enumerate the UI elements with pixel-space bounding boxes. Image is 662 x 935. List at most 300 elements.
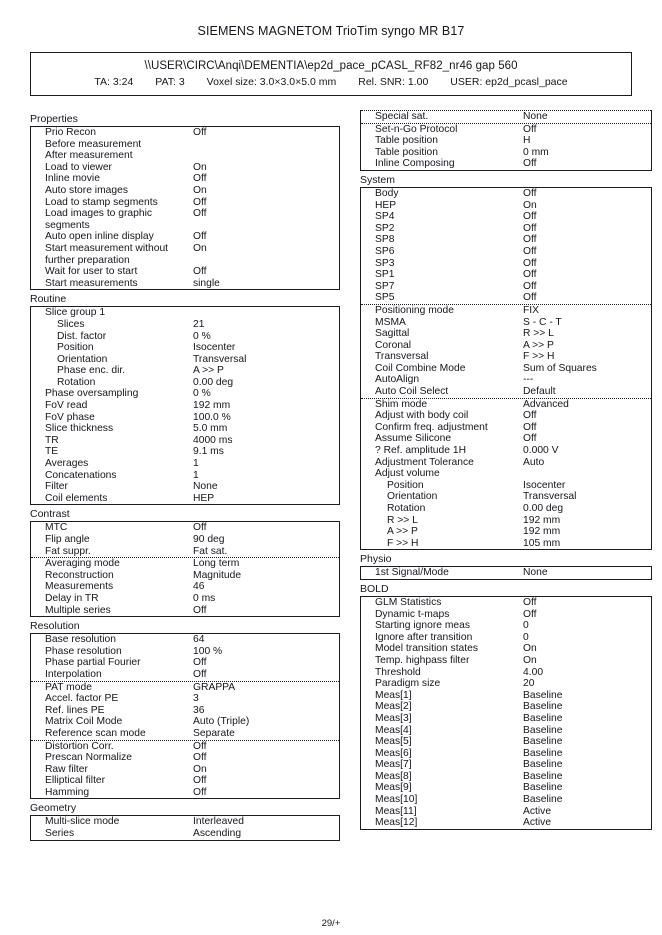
- parameter-value: Off: [523, 245, 537, 257]
- parameter-value: 0 mm: [523, 146, 549, 158]
- parameter-value: Off: [193, 522, 207, 534]
- parameter-group: [361, 304, 651, 398]
- parameter-value: H: [523, 135, 531, 147]
- parameter-group: [361, 110, 651, 123]
- parameter-value: Long term: [193, 558, 240, 570]
- parameter-row: [31, 522, 339, 534]
- parameter-value: On: [523, 199, 537, 211]
- parameter-value: Isocenter: [523, 479, 566, 491]
- parameter-row: [31, 828, 339, 840]
- section-physio: [360, 550, 652, 580]
- section-body: [30, 633, 340, 799]
- parameter-row: [361, 124, 651, 136]
- parameter-row: [31, 185, 339, 197]
- parameter-value: F >> H: [523, 351, 555, 363]
- parameter-value: Off: [193, 173, 207, 185]
- parameter-label: Adjust with body coil: [375, 410, 469, 422]
- parameter-value: Baseline: [523, 689, 563, 701]
- parameter-row: [31, 693, 339, 705]
- parameter-label: Interpolation: [45, 668, 102, 680]
- parameter-label: Auto open inline display: [45, 231, 154, 243]
- protocol-header-box: [30, 52, 632, 96]
- parameter-label: Averages: [45, 458, 89, 470]
- parameter-label: After measurement: [45, 150, 133, 162]
- parameter-row: [361, 655, 651, 667]
- parameter-label: further preparation: [45, 254, 130, 266]
- page-title: SIEMENS MAGNETOM TrioTim syngo MR B17: [197, 24, 465, 38]
- parameter-label: Inline Composing: [375, 158, 455, 170]
- parameter-row: [361, 736, 651, 748]
- parameter-row: [31, 741, 339, 753]
- parameter-value: HEP: [193, 492, 215, 504]
- page-number: 29/+: [321, 918, 341, 929]
- parameter-group: [31, 816, 339, 839]
- parameter-row: [31, 173, 339, 185]
- parameter-label: Hamming: [45, 786, 90, 798]
- parameter-group: [31, 127, 339, 289]
- parameter-row: [361, 609, 651, 621]
- parameter-value: Ascending: [193, 828, 242, 840]
- parameter-value: Off: [523, 234, 537, 246]
- parameter-value: 100 %: [193, 645, 223, 657]
- parameter-value: Baseline: [523, 724, 563, 736]
- parameter-row: [361, 491, 651, 503]
- parameter-label: Dist. factor: [57, 330, 107, 342]
- parameter-row: [31, 570, 339, 582]
- parameter-row: [361, 258, 651, 270]
- parameter-row: [31, 764, 339, 776]
- parameter-value: 100.0 %: [193, 411, 231, 423]
- parameter-value: FIX: [523, 304, 540, 316]
- parameter-label: Meas[2]: [375, 701, 412, 713]
- parameter-label: Positioning mode: [375, 304, 454, 316]
- parameter-label: Meas[6]: [375, 747, 412, 759]
- parameter-row: [31, 605, 339, 617]
- parameter-value: Off: [523, 187, 537, 199]
- section-title: Physio: [360, 553, 392, 566]
- parameter-value: Baseline: [523, 782, 563, 794]
- parameter-label: SP4: [375, 211, 395, 223]
- parameter-row: [361, 771, 651, 783]
- parameter-row: [31, 705, 339, 717]
- parameter-value: GRAPPA: [193, 681, 236, 693]
- parameter-row: [31, 558, 339, 570]
- parameter-label: PAT mode: [45, 681, 92, 693]
- parameter-label: FoV read: [45, 400, 88, 412]
- parameter-label: Delay in TR: [45, 592, 99, 604]
- parameter-label: Coil elements: [45, 492, 108, 504]
- parameter-row: [361, 223, 651, 235]
- parameter-value: Off: [193, 786, 207, 798]
- parameter-value: None: [523, 567, 548, 579]
- parameter-value: Off: [193, 740, 207, 752]
- parameter-row: [361, 526, 651, 538]
- parameter-value: Fat sat.: [193, 545, 228, 557]
- parameter-row: [31, 319, 339, 331]
- parameter-label: Adjust volume: [375, 468, 440, 480]
- parameter-row: [361, 632, 651, 644]
- parameter-value: Transversal: [523, 491, 577, 503]
- parameter-label: Set-n-Go Protocol: [375, 123, 458, 135]
- parameter-value: Off: [193, 604, 207, 616]
- parameter-value: A >> P: [193, 365, 224, 377]
- section-title: Resolution: [30, 620, 80, 633]
- parameter-label: Meas[3]: [375, 712, 412, 724]
- parameter-label: 1st Signal/Mode: [375, 567, 449, 579]
- parameter-row: [361, 246, 651, 258]
- parameter-value: Active: [523, 817, 552, 829]
- parameter-row: [361, 713, 651, 725]
- parameter-value: On: [523, 643, 537, 655]
- parameter-value: Off: [193, 231, 207, 243]
- parameter-label: Meas[1]: [375, 689, 412, 701]
- parameter-row: [31, 657, 339, 669]
- parameter-label: Wait for user to start: [45, 266, 138, 278]
- parameter-row: [31, 458, 339, 470]
- parameter-row: [361, 305, 651, 317]
- parameter-label: Auto Coil Select: [375, 386, 449, 398]
- parameter-label: Phase enc. dir.: [57, 365, 126, 377]
- parameter-value: Auto (Triple): [193, 716, 250, 728]
- parameter-columns: [0, 110, 662, 841]
- parameter-label: Body: [375, 187, 399, 199]
- section-geometry: [30, 799, 340, 840]
- parameter-value: Advanced: [523, 398, 569, 410]
- parameter-row: [361, 386, 651, 398]
- parameter-label: Special sat.: [375, 111, 429, 122]
- parameter-value: 20: [523, 678, 535, 690]
- parameter-row: [361, 363, 651, 375]
- parameter-label: Table position: [375, 135, 438, 147]
- parameter-value: 0.00 deg: [523, 503, 564, 514]
- parameter-value: 9.1 ms: [193, 446, 224, 458]
- parameter-value: Active: [523, 805, 552, 817]
- parameter-value: 0 ms: [193, 592, 216, 604]
- parameter-label: SP7: [375, 280, 395, 292]
- parameter-row: [31, 127, 339, 139]
- parameter-value: On: [193, 242, 207, 254]
- parameter-row: [31, 139, 339, 151]
- right-parameter-column: [360, 110, 652, 830]
- parameter-group: [31, 557, 339, 616]
- parameter-value: Off: [193, 657, 207, 669]
- parameter-group: [361, 567, 651, 579]
- parameter-label: Load to stamp segments: [45, 196, 158, 208]
- section-resolution: [30, 617, 340, 799]
- parameter-label: Rotation: [57, 376, 96, 388]
- parameter-value: Off: [193, 752, 207, 764]
- parameter-label: SP8: [375, 234, 395, 246]
- protocol-meta: [35, 76, 627, 89]
- parameter-label: Multi-slice mode: [45, 816, 120, 828]
- parameter-row: [361, 794, 651, 806]
- parameter-group: [361, 123, 651, 170]
- parameter-label: Meas[4]: [375, 724, 412, 736]
- section-title: Routine: [30, 293, 67, 306]
- parameter-value: Baseline: [523, 701, 563, 713]
- parameter-row: [361, 200, 651, 212]
- parameter-row: [31, 716, 339, 728]
- parameter-row: [31, 231, 339, 243]
- parameter-label: Slices: [57, 318, 85, 330]
- parameter-row: [31, 816, 339, 828]
- parameter-row: [31, 220, 339, 232]
- parameter-value: Baseline: [523, 736, 563, 748]
- parameter-value: 1: [193, 469, 199, 481]
- parameter-value: On: [193, 763, 207, 775]
- parameter-label: TE: [45, 446, 59, 458]
- parameter-row: [361, 211, 651, 223]
- parameter-row: [31, 646, 339, 658]
- parameter-value: On: [193, 184, 207, 196]
- parameter-label: Phase resolution: [45, 645, 122, 657]
- parameter-label: MSMA: [375, 316, 406, 328]
- parameter-row: [361, 317, 651, 329]
- parameter-value: Interleaved: [193, 816, 244, 828]
- parameter-value: Sum of Squares: [523, 362, 597, 374]
- parameter-row: [361, 351, 651, 363]
- parameter-value: 4.00: [523, 666, 544, 678]
- parameter-row: [361, 667, 651, 679]
- parameter-label: Reconstruction: [45, 569, 114, 581]
- section-body: [30, 815, 340, 840]
- parameter-value: 64: [193, 634, 205, 646]
- parameter-group: [361, 398, 651, 550]
- parameter-value: R >> L: [523, 328, 554, 340]
- meta-user: USER: ep2d_pcasl_pace: [450, 76, 568, 88]
- parameter-label: Auto store images: [45, 184, 128, 196]
- meta-voxel-size: Voxel size: 3.0×3.0×5.0 mm: [206, 76, 337, 88]
- parameter-value: 0 %: [193, 388, 211, 400]
- parameter-label: Rotation: [387, 503, 426, 514]
- parameter-label: Elliptical filter: [45, 775, 106, 787]
- parameter-label: Transversal: [375, 351, 429, 363]
- parameter-value: S - C - T: [523, 316, 562, 328]
- parameter-row: [31, 150, 339, 162]
- parameter-label: Orientation: [387, 491, 438, 503]
- parameter-row: [361, 147, 651, 159]
- meta-pat: PAT: 3: [155, 76, 185, 88]
- parameter-row: [361, 759, 651, 771]
- parameter-row: [31, 546, 339, 558]
- parameter-value: Off: [193, 668, 207, 680]
- parameter-value: 0.000 V: [523, 445, 559, 457]
- parameter-value: On: [193, 161, 207, 173]
- parameter-value: Off: [523, 222, 537, 234]
- parameter-row: [361, 538, 651, 550]
- parameter-row: [31, 278, 339, 290]
- parameter-value: single: [193, 277, 220, 289]
- parameter-row: [361, 690, 651, 702]
- parameter-value: Default: [523, 386, 556, 398]
- parameter-value: Off: [523, 211, 537, 223]
- parameter-value: Baseline: [523, 712, 563, 724]
- parameter-label: SP3: [375, 257, 395, 269]
- parameter-value: Off: [523, 292, 537, 304]
- parameter-row: [361, 468, 651, 480]
- section-routine: [30, 290, 340, 505]
- parameter-label: Coronal: [375, 339, 412, 351]
- parameter-value: Transversal: [193, 353, 247, 365]
- section-bold: [360, 580, 652, 830]
- parameter-label: Meas[8]: [375, 770, 412, 782]
- parameter-value: Separate: [193, 727, 235, 739]
- parameter-label: Shim mode: [375, 398, 428, 410]
- parameter-label: Load images to graphic: [45, 208, 153, 220]
- parameter-row: [361, 111, 651, 123]
- parameter-label: Base resolution: [45, 634, 116, 646]
- parameter-label: Flip angle: [45, 534, 90, 545]
- parameter-value: 36: [193, 704, 205, 716]
- parameter-label: AutoAlign: [375, 374, 420, 386]
- section-title: Geometry: [30, 802, 77, 815]
- parameter-row: [361, 782, 651, 794]
- parameter-value: Baseline: [523, 794, 563, 806]
- parameter-row: [31, 255, 339, 267]
- parameter-row: [361, 480, 651, 492]
- parameter-value: Off: [523, 123, 537, 135]
- parameter-value: ---: [523, 374, 534, 386]
- parameter-row: [361, 234, 651, 246]
- parameter-label: Accel. factor PE: [45, 693, 119, 705]
- parameter-row: [361, 620, 651, 632]
- parameter-label: TR: [45, 434, 59, 446]
- parameter-label: Meas[5]: [375, 736, 412, 748]
- parameter-row: [361, 410, 651, 422]
- section-title: BOLD: [360, 582, 389, 595]
- parameter-label: Start measurement without: [45, 242, 169, 254]
- parameter-label: Raw filter: [45, 763, 88, 775]
- parameter-value: 5.0 mm: [193, 423, 228, 435]
- parameter-row: [31, 307, 339, 319]
- parameter-row: [361, 292, 651, 304]
- section-title: System: [360, 173, 396, 186]
- parameter-row: [361, 281, 651, 293]
- section-body: [360, 110, 652, 171]
- parameter-group: [361, 597, 651, 829]
- parameter-label: Distortion Corr.: [45, 740, 114, 752]
- parameter-label: R >> L: [387, 514, 418, 526]
- parameter-label: Slice thickness: [45, 423, 114, 435]
- parameter-label: Meas[12]: [375, 817, 418, 829]
- parameter-label: FoV phase: [45, 411, 95, 423]
- section-contrast: [30, 505, 340, 617]
- parameter-value: 46: [193, 581, 205, 593]
- parameter-group: [31, 681, 339, 740]
- parameter-row: [361, 340, 651, 352]
- parameter-row: [31, 787, 339, 799]
- parameter-row: [31, 728, 339, 740]
- parameter-value: Off: [193, 196, 207, 208]
- section-body: [30, 521, 340, 617]
- parameter-row: [361, 817, 651, 829]
- parameter-row: [31, 493, 339, 505]
- parameter-value: Off: [193, 127, 207, 138]
- parameter-label: Before measurement: [45, 138, 142, 150]
- parameter-label: F >> H: [387, 537, 419, 549]
- parameter-label: Table position: [375, 146, 438, 158]
- parameter-row: [31, 423, 339, 435]
- parameter-label: SP6: [375, 245, 395, 257]
- section-body: [30, 306, 340, 505]
- parameter-label: Start measurements: [45, 277, 138, 289]
- parameter-label: Confirm freq. adjustment: [375, 421, 488, 433]
- parameter-row: [361, 374, 651, 386]
- parameter-label: Prio Recon: [45, 127, 96, 138]
- parameter-value: 0: [523, 620, 529, 632]
- parameter-row: [31, 400, 339, 412]
- parameter-label: Meas[10]: [375, 794, 418, 806]
- parameter-row: [361, 643, 651, 655]
- parameter-label: Load to viewer: [45, 161, 112, 173]
- section-title: Contrast: [30, 508, 70, 521]
- parameter-value: Off: [523, 421, 537, 433]
- parameter-label: SP1: [375, 269, 395, 281]
- parameter-label: Matrix Coil Mode: [45, 716, 123, 728]
- parameter-value: Off: [523, 158, 537, 170]
- parameter-row: [361, 422, 651, 434]
- parameter-label: Temp. highpass filter: [375, 654, 470, 666]
- section-body: [360, 596, 652, 830]
- left-parameter-column: [30, 110, 340, 841]
- parameter-row: [31, 534, 339, 546]
- parameter-row: [361, 158, 651, 170]
- parameter-label: Series: [45, 828, 75, 840]
- parameter-group: [31, 307, 339, 504]
- parameter-label: Coil Combine Mode: [375, 362, 466, 374]
- parameter-row: [361, 678, 651, 690]
- parameter-row: [31, 752, 339, 764]
- parameter-value: 0 %: [193, 330, 211, 342]
- parameter-row: [31, 581, 339, 593]
- parameter-row: [361, 135, 651, 147]
- parameter-value: 0: [523, 631, 529, 643]
- parameter-label: Threshold: [375, 666, 421, 678]
- parameter-row: [31, 342, 339, 354]
- meta-rel-snr: Rel. SNR: 1.00: [358, 76, 429, 88]
- parameter-label: ? Ref. amplitude 1H: [375, 445, 467, 457]
- parameter-group: [31, 522, 339, 557]
- parameter-label: Averaging mode: [45, 558, 120, 570]
- parameter-value: Off: [523, 608, 537, 620]
- parameter-value: 192 mm: [523, 526, 561, 538]
- parameter-label: GLM Statistics: [375, 596, 442, 608]
- parameter-row: [31, 412, 339, 424]
- parameter-label: Adjustment Tolerance: [375, 456, 474, 468]
- parameter-label: Position: [57, 342, 94, 354]
- parameter-label: Sagittal: [375, 328, 410, 340]
- parameter-row: [31, 446, 339, 458]
- parameter-label: Position: [387, 479, 424, 491]
- parameter-label: HEP: [375, 199, 397, 211]
- parameter-label: Ignore after transition: [375, 631, 473, 643]
- parameter-label: segments: [45, 219, 90, 231]
- parameter-label: A >> P: [387, 526, 418, 538]
- parameter-label: Prescan Normalize: [45, 752, 132, 764]
- parameter-value: Off: [193, 208, 207, 220]
- parameter-label: SP2: [375, 222, 395, 234]
- parameter-value: 90 deg: [193, 534, 225, 545]
- parameter-label: Ref. lines PE: [45, 704, 105, 716]
- parameter-value: Auto: [523, 456, 545, 468]
- parameter-label: Meas[9]: [375, 782, 412, 794]
- parameter-value: Off: [193, 266, 207, 278]
- meta-ta: TA: 3:24: [94, 76, 134, 88]
- parameter-value: Off: [193, 775, 207, 787]
- parameter-row: [361, 433, 651, 445]
- parameter-row: [361, 806, 651, 818]
- parameter-value: 3: [193, 693, 199, 705]
